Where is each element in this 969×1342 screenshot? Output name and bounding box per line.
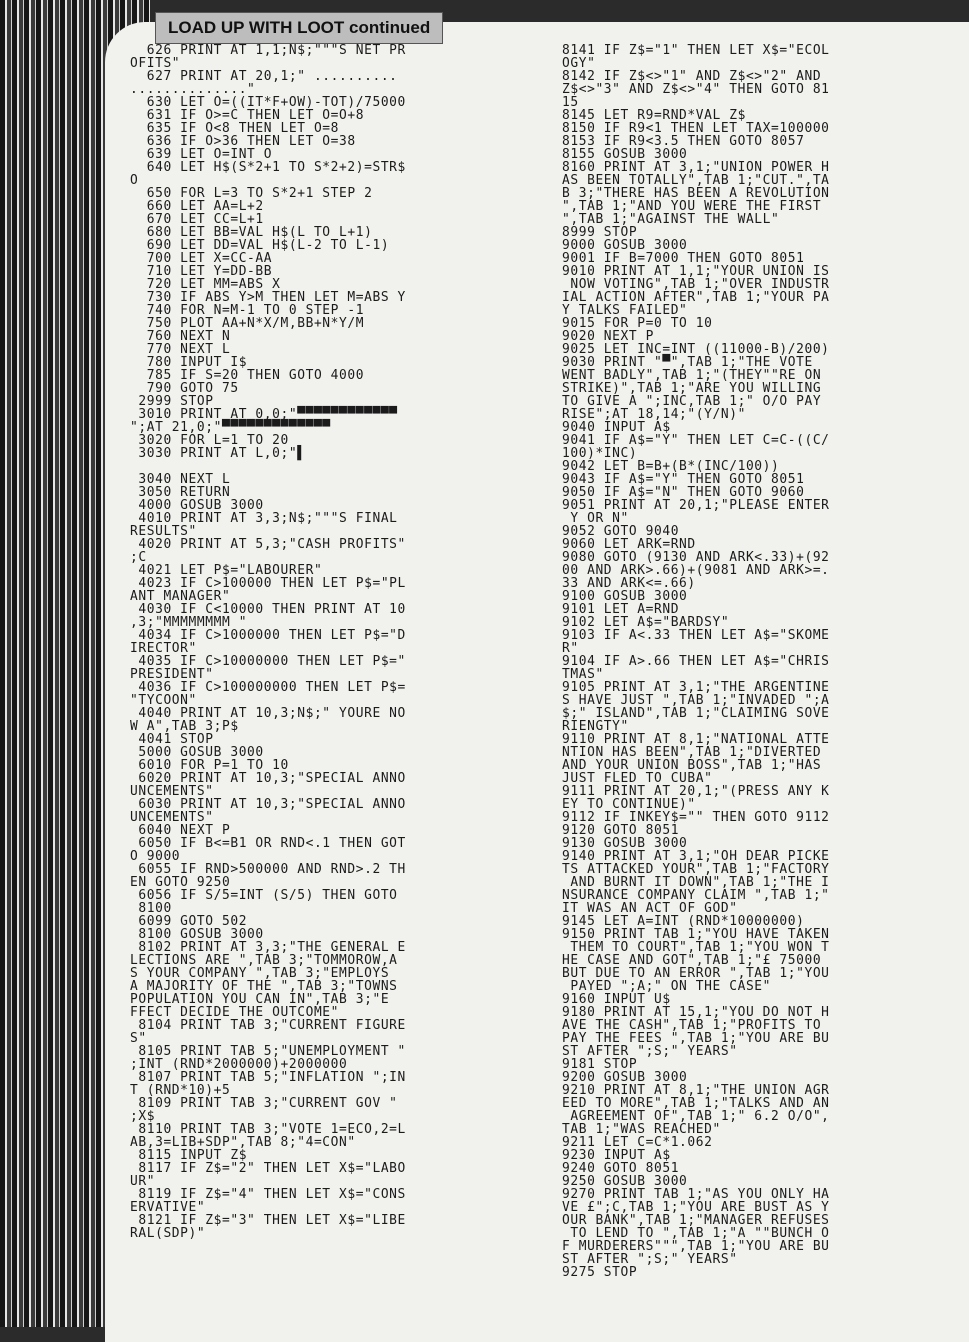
listing-right-column: 8141 IF Z$="1" THEN LET X$="ECOL OGY" 8142 IF Z$<>"1" AND Z$<>"2" AND Z$<>"3" AND Z$<>"4" THEN GOTO 81 15 8145 LET R9=RND*VAL Z$ 8150 IF R9<1 THEN LET TAX=100000 8153 IF R9<3.5 THEN GOTO 8057 8155 GOSUB 3000 8160 PRINT AT 3,1;"UNION POWER H AS BEEN TOTALLY",TAB 1;"CUT.",TA B 3;"THERE HAS BEEN A REVOLUTION ",TAB 1;"AND YOU WERE THE FIRST ",TAB 1;"AGAINST THE WALL" 8999 STOP 9000 GOSUB 3000 9001 IF B=7000 THEN GOTO 8051 9010 PRINT AT 1,1;"YOUR UNION IS NOW VOTING",TAB 1;"OVER INDUSTR IAL ACTION AFTER",TAB 1;"YOUR PA Y TALKS FAILED" 9015 FOR P=0 TO 10 9020 NEXT P 9025 LET INC=INT ((11000-B)/200) 9030 PRINT "▀",TAB 1;"THE VOTE WENT BADLY",TAB 1;"(THEY""RE ON STRIKE)",TAB 1;"ARE YOU WILLING TO GIVE A ";INC,TAB 1;" O/O PAY RISE";AT 18,14;"(Y/N)" 9040 INPUT A$ 9041 IF A$="Y" THEN LET C=C-((C/ 100)*INC) 9042 LET B=B+(B*(INC/100)) 9043 IF A$="Y" THEN GOTO 8051 9050 IF A$="N" THEN GOTO 9060 9051 PRINT AT 20,1;"PLEASE ENTER Y OR N" 9052 GOTO 9040 9060 LET ARK=RND 9080 GOTO (9130 AND ARK<.33)+(92 00 AND ARK>.66)+(9081 AND ARK>=. 33 AND ARK<=.66) 9100 GOSUB 3000 9101 LET A=RND 9102 LET A$="BARDSY" 9103 IF A<.33 THEN LET A$="SKOME R" 9104 IF A>.66 THEN LET A$="CHRIS TMAS" 9105 PRINT AT 3,1;"THE ARGENTINE S HAVE JUST ",TAB 1;"INVADED ";A $;" ISLAND",TAB 1;"CLAIMING SOVE RIENGTY" 9110 PRINT AT 8,1;"NATIONAL ATTE NTION HAS BEEN",TAB 1;"DIVERTED AND YOUR UNION BOSS",TAB 1;"HAS JUST FLED TO CUBA" 9111 PRINT AT 20,1;"(PRESS ANY K EY TO CONTINUE)" 9112 IF INKEY$="" THEN GOTO 9112 9120 GOTO 8051 9130 GOSUB 3000 9140 PRINT AT 3,1;"OH DEAR PICKE TS ATTACKED YOUR",TAB 1;"FACTORY AND BURNT IT DOWN",TAB 1;"THE I NSURANCE COMPANY CLAIM ",TAB 1;" IT WAS AN ACT OF GOD" 9145 LET A=INT (RND*10000000) 9150 PRINT TAB 1;"YOU HAVE TAKEN THEM TO COURT",TAB 1;"YOU WON T HE CASE AND GOT",TAB 1;"£ 75000 BUT DUE TO AN ERROR ",TAB 1;"YOU PAYED ";A;" ON THE CASE" 9160 INPUT U$ 9180 PRINT AT 15,1;"YOU DO NOT H AVE THE CASH",TAB 1;"PROFITS TO PAY THE FEES ",TAB 1;"YOU ARE BU ST AFTER ";S;" YEARS" 9181 STOP 9200 GOSUB 3000 9210 PRINT AT 8,1;"THE UNION AGR EED TO MORE",TAB 1;"TALKS AND AN AGREEMENT OF",TAB 1;" 6.2 O/O", TAB 1;"WAS REACHED" 9211 LET C=C*1.062 9230 INPUT A$ 9240 GOTO 8051 9250 GOSUB 3000 9270 PRINT TAB 1;"AS YOU ONLY HA VE £";C,TAB 1;"YOU ARE BUST AS Y OUR BANK",TAB 1;"MANAGER REFUSES TO LEND TO ",TAB 1;"A ""BUNCH O F MURDERERS""",TAB 1;"YOU ARE BU ST AFTER ";S;" YEARS" 9275 STOP [562, 44, 830, 1280]
page-title: LOAD UP WITH LOOT continued [155, 12, 443, 44]
listing-left-column: 626 PRINT AT 1,1;N$;"""S NET PR OFITS" 627 PRINT AT 20,1;" .......... .............." 630 LET O=((IT*F+OW)-TOT)/75000 631 IF O>=C THEN LET O=O+8 635 IF O<8 THEN LET O=8 636 IF O>36 THEN LET O=38 639 LET O=INT O 640 LET H$(S*2+1 TO S*2+2)=STR$ O 650 FOR L=3 TO S*2+1 STEP 2 660 LET AA=L+2 670 LET CC=L+1 680 LET BB=VAL H$(L TO L+1) 690 LET DD=VAL H$(L-2 TO L-1) 700 LET X=CC-AA 710 LET Y=DD-BB 720 LET MM=ABS X 730 IF ABS Y>M THEN LET M=ABS Y 740 FOR N=M-1 TO 0 STEP -1 750 PLOT AA+N*X/M,BB+N*Y/M 760 NEXT N 770 NEXT L 780 INPUT I$ 785 IF S=20 THEN GOTO 4000 790 GOTO 75 2999 STOP 3010 PRINT AT 0,0;"▀▀▀▀▀▀▀▀▀▀▀▀ ";AT 21,0;"▀▀▀▀▀▀▀▀▀▀▀▀▀ 3020 FOR L=1 TO 20 3030 PRINT AT L,0;"▌ 3040 NEXT L 3050 RETURN 4000 GOSUB 3000 4010 PRINT AT 3,3;N$;"""S FINAL RESULTS" 4020 PRINT AT 5,3;"CASH PROFITS" ;C 4021 LET P$="LABOURER" 4023 IF C>100000 THEN LET P$="PL ANT MANAGER" 4030 IF C<10000 THEN PRINT AT 10 ,3;"MMMMMMMM " 4034 IF C>1000000 THEN LET P$="D IRECTOR" 4035 IF C>10000000 THEN LET P$=" PRESIDENT" 4036 IF C>100000000 THEN LET P$= "TYCOON" 4040 PRINT AT 10,3;N$;" YOURE NO W A",TAB 3;P$ 4041 STOP 5000 GOSUB 3000 6010 FOR P=1 TO 10 6020 PRINT AT 10,3;"SPECIAL ANNO UNCEMENTS" 6030 PRINT AT 10,3;"SPECIAL ANNO UNCEMENTS" 6040 NEXT P 6050 IF B<=B1 OR RND<.1 THEN GOT O 9000 6055 IF RND>500000 AND RND>.2 TH EN GOTO 9250 6056 IF S/5=INT (S/5) THEN GOTO 8100 6099 GOTO 502 8100 GOSUB 3000 8102 PRINT AT 3,3;"THE GENERAL E LECTIONS ARE ",TAB 3;"TOMMOROW,A S YOUR COMPANY ",TAB 3;"EMPLOYS A MAJORITY OF THE ",TAB 3;"TOWNS POPULATION YOU CAN IN",TAB 3;"E FFECT DECIDE THE OUTCOME" 8104 PRINT TAB 3;"CURRENT FIGURE S" 8105 PRINT TAB 5;"UNEMPLOYMENT " ;INT (RND*2000000)+2000000 8107 PRINT TAB 5;"INFLATION ";IN T (RND*10)+5 8109 PRINT TAB 3;"CURRENT GOV " ;X$ 8110 PRINT TAB 3;"VOTE 1=ECO,2=L AB,3=LIB+SDP",TAB 8;"4=CON" 8115 INPUT Z$ 8117 IF Z$="2" THEN LET X$="LABO UR" 8119 IF Z$="4" THEN LET X$="CONS ERVATIVE" 8121 IF Z$="3" THEN LET X$="LIBE RAL(SDP)" [130, 44, 406, 1241]
